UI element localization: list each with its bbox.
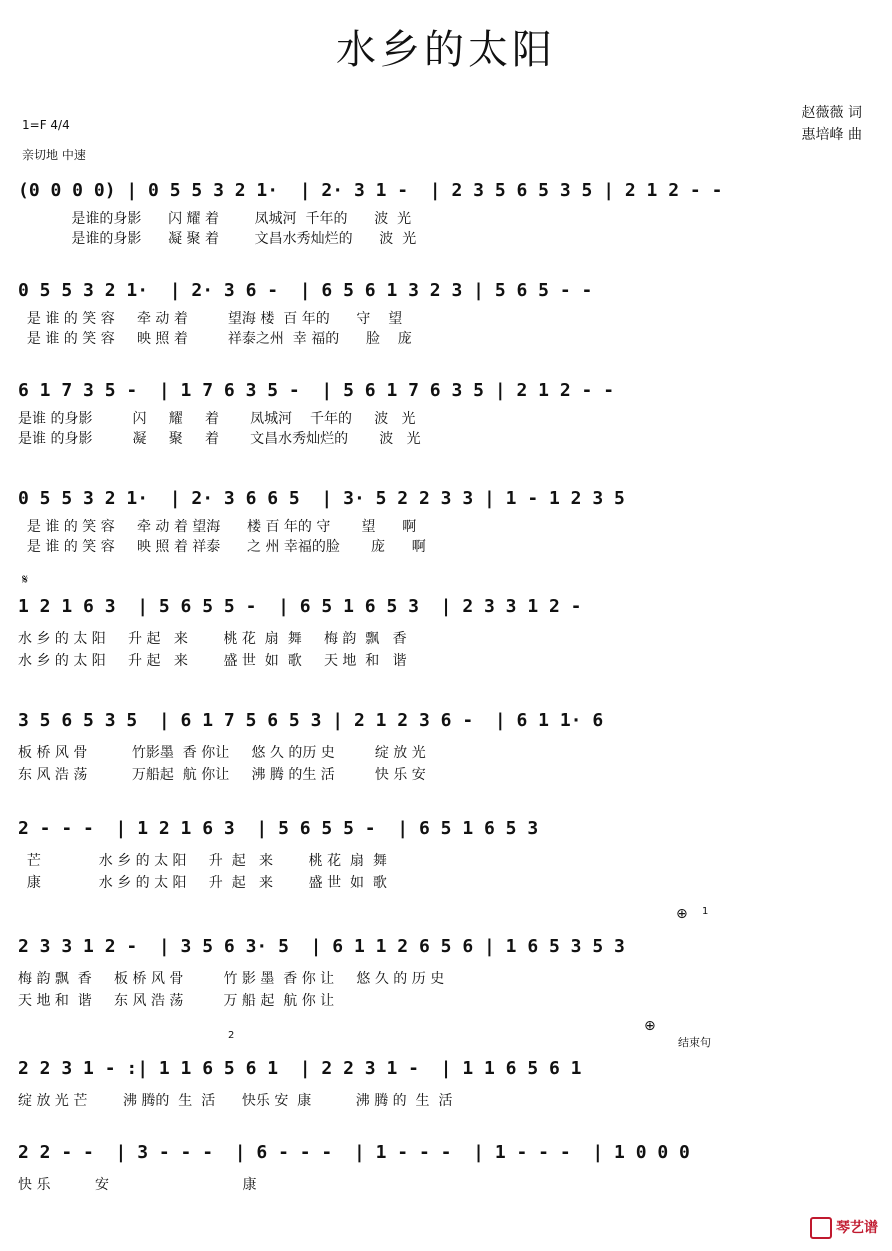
lyrics-line-8-verse-1: 梅 韵 飘 香 板 桥 风 骨 竹 影 墨 香 你 让 悠 久 的 历 史 xyxy=(18,971,445,987)
lyrics-line-3-verse-2: 是谁 的身影 凝 聚 着 文昌水秀灿烂的 波 光 xyxy=(18,431,421,447)
lyrics-line-6-verse-1: 板 桥 风 骨 竹影墨 香 你让 悠 久 的历 史 绽 放 光 xyxy=(18,745,426,761)
lyrics-line-5-verse-1: 水 乡 的 太 阳 升 起 来 桃 花 扇 舞 梅 韵 飘 香 xyxy=(18,631,407,647)
tempo-marking: 亲切地 中速 xyxy=(22,148,86,162)
lyrics-line-6-verse-2: 东 风 浩 荡 万船起 航 你让 沸 腾 的生 活 快 乐 安 xyxy=(18,767,426,783)
credits xyxy=(802,102,862,146)
notes-line-4: 0 5 5 3 2 1· | 2· 3 6 6 5 | 3· 5 2 2 3 3 | 1 - 1 2 3 5 xyxy=(18,488,625,509)
watermark-logo xyxy=(810,1217,878,1239)
watermark-text: 琴艺谱 xyxy=(836,1220,878,1236)
lyrics-line-7-verse-2: 康 水 乡 的 太 阳 升 起 来 盛 世 如 歌 xyxy=(18,875,387,891)
notes-line-3: 6 1 7 3 5 - | 1 7 6 3 5 - | 5 6 1 7 6 3 5 | 2 1 2 - - xyxy=(18,380,615,401)
coda-mark: ⊕ xyxy=(676,906,688,922)
coda-mark-2: ⊕ xyxy=(644,1018,656,1034)
lyricist: 赵薇薇 词 xyxy=(801,105,862,121)
lyrics-line-3-verse-1: 是谁 的身影 闪 耀 着 凤城河 千年的 波 光 xyxy=(18,411,416,427)
notes-line-6: 3 5 6 5 3 5 | 6 1 7 5 6 5 3 | 2 1 2 3 6 - | 6 1 1· 6 xyxy=(18,710,604,731)
lyrics-line-5-verse-2: 水 乡 的 太 阳 升 起 来 盛 世 如 歌 天 地 和 谐 xyxy=(18,653,407,669)
composer: 惠培峰 曲 xyxy=(801,127,862,143)
lyrics-line-1-verse-2: 是谁的身影 凝 聚 着 文昌水秀灿烂的 波 光 xyxy=(18,231,417,247)
volta-1: 1 xyxy=(702,906,709,917)
notes-line-2: 0 5 5 3 2 1· | 2· 3 6 - | 6 5 6 1 3 2 3 | 5 6 5 - - xyxy=(18,280,593,301)
logo-icon xyxy=(810,1217,832,1239)
song-title: 水乡的太阳 xyxy=(336,27,556,73)
end-phrase-label: 结束句 xyxy=(678,1036,711,1049)
lyrics-line-4-verse-2: 是 谁 的 笑 容 映 照 着 祥泰 之 州 幸福的脸 庞 啊 xyxy=(18,539,426,555)
notes-line-9: 2 2 3 1 - :| 1 1 6 5 6 1 | 2 2 3 1 - | 1 1 6 5 6 1 xyxy=(18,1058,582,1079)
lyrics-line-4-verse-1: 是 谁 的 笑 容 牵 动 着 望海 楼 百 年的 守 望 啊 xyxy=(18,519,417,535)
notes-line-5: 1 2 1 6 3 | 5 6 5 5 - | 6 5 1 6 5 3 | 2 3 3 1 2 - xyxy=(18,596,582,617)
lyrics-line-8-verse-2: 天 地 和 谐 东 风 浩 荡 万 船 起 航 你 让 xyxy=(18,993,335,1009)
lyrics-line-9-verse-1: 绽 放 光 芒 沸 腾的 生 活 快乐 安 康 沸 腾 的 生 活 xyxy=(18,1093,453,1109)
lyrics-line-2-verse-1: 是 谁 的 笑 容 牵 动 着 望海 楼 百 年的 守 望 xyxy=(18,311,403,327)
notes-line-8: 2 3 3 1 2 - | 3 5 6 3· 5 | 6 1 1 2 6 5 6 | 1 6 5 3 5 3 xyxy=(18,936,625,957)
lyrics-line-10-verse-1: 快 乐 安 康 xyxy=(18,1177,257,1193)
lyrics-line-2-verse-2: 是 谁 的 笑 容 映 照 着 祥泰之州 幸 福的 脸 庞 xyxy=(18,331,412,347)
lyrics-line-7-verse-1: 芒 水 乡 的 太 阳 升 起 来 桃 花 扇 舞 xyxy=(18,853,387,869)
notes-line-1: (0 0 0 0) | 0 5 5 3 2 1· | 2· 3 1 - | 2 3 5 6 5 3 5 | 2 1 2 - - xyxy=(18,180,723,201)
notes-line-7: 2 - - - | 1 2 1 6 3 | 5 6 5 5 - | 6 5 1 6 5 3 xyxy=(18,818,539,839)
key-signature: 1=F 4/4 xyxy=(22,118,70,132)
volta-2: 2 xyxy=(228,1030,235,1041)
lyrics-line-1-verse-1: 是谁的身影 闪 耀 着 凤城河 千年的 波 光 xyxy=(18,211,412,227)
notes-line-10: 2 2 - - | 3 - - - | 6 - - - | 1 - - - | 1 - - - | 1 0 0 0 xyxy=(18,1142,690,1163)
segno-mark: 𝄋 xyxy=(22,572,29,588)
